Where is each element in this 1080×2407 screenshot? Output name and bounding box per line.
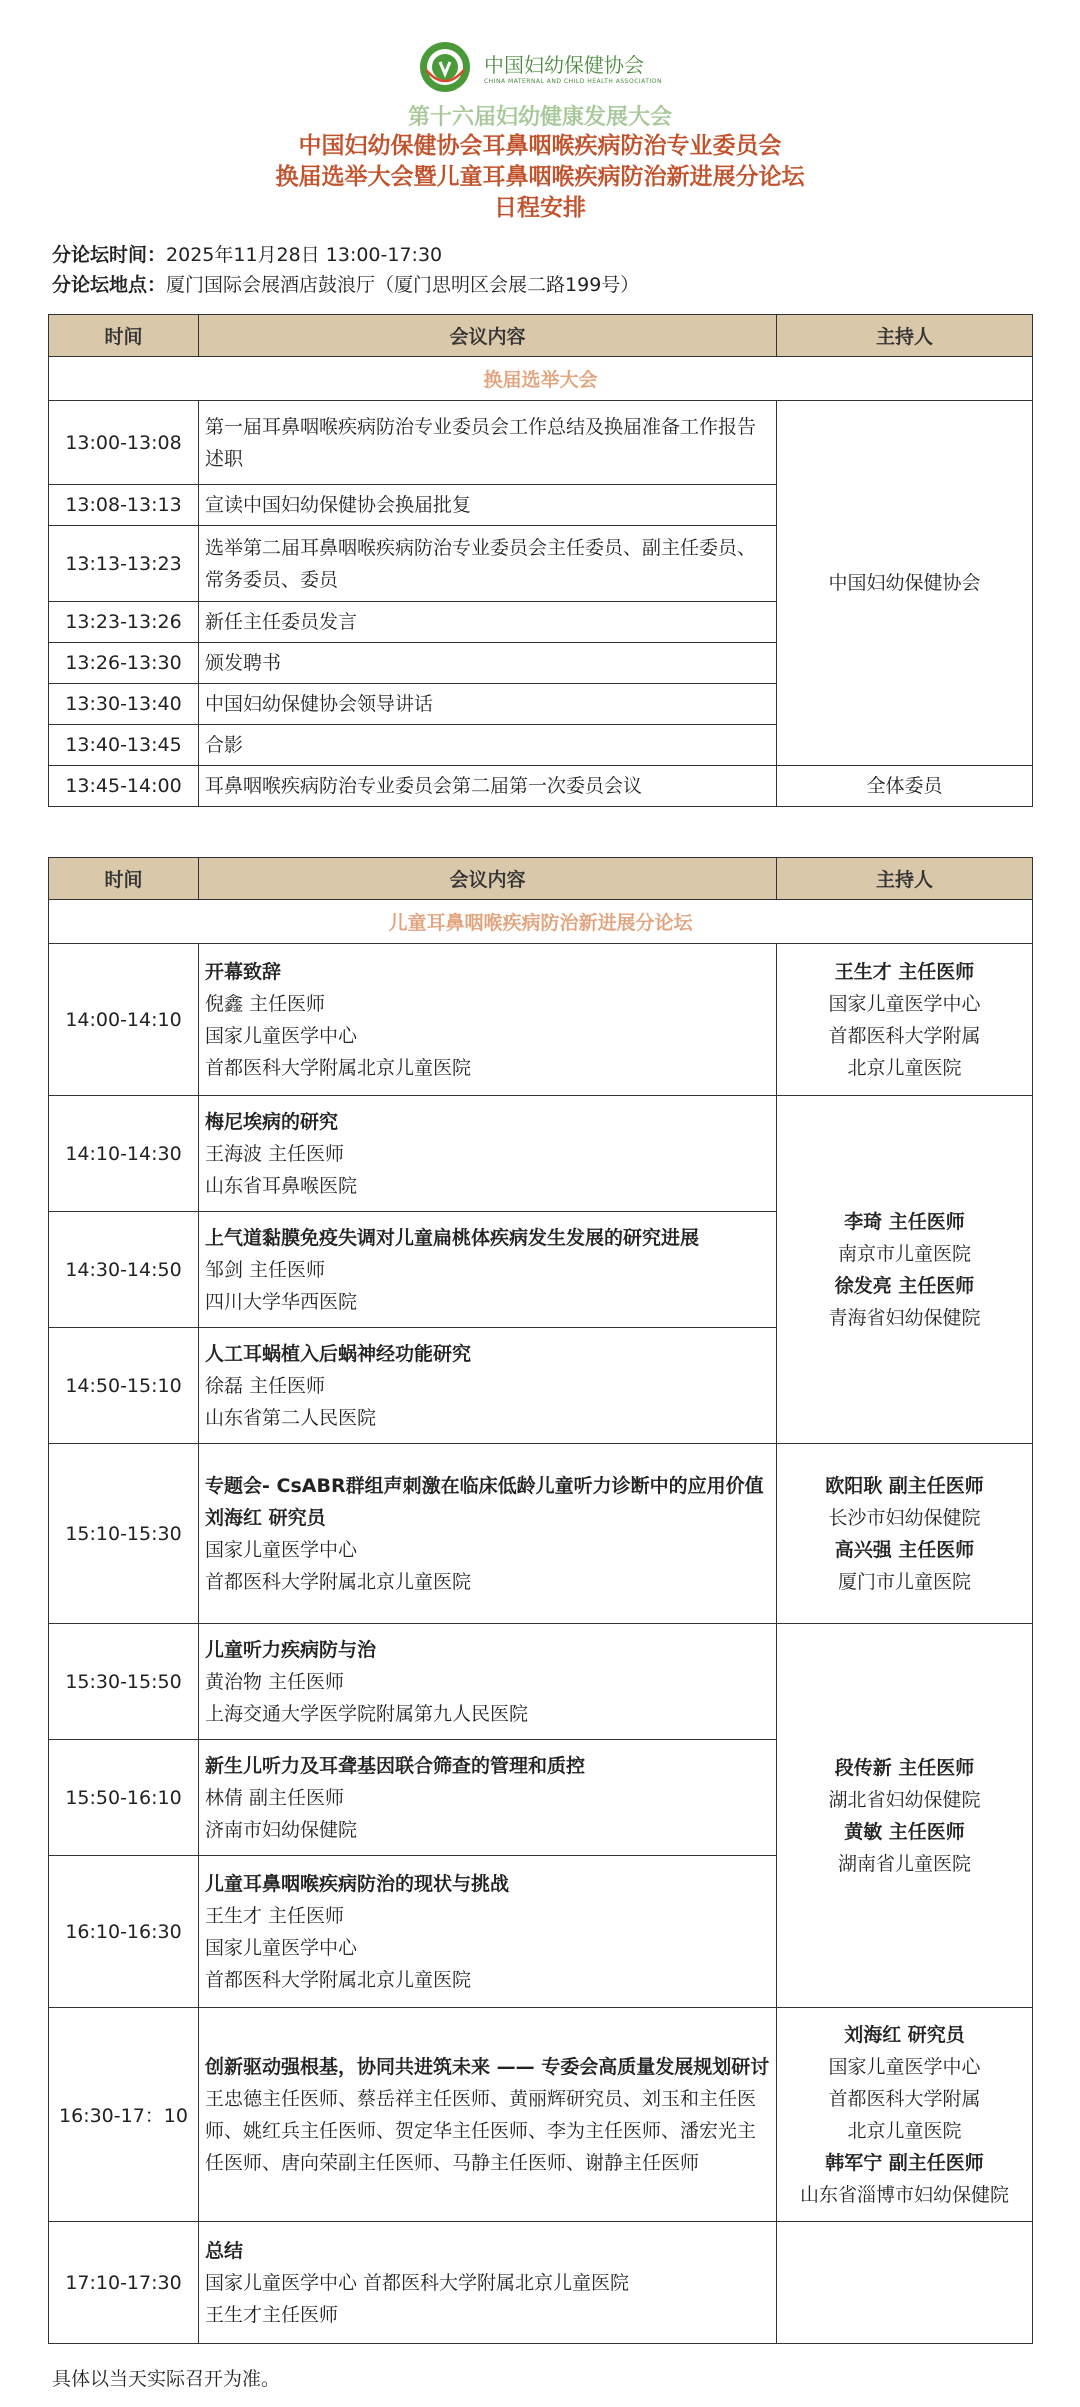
row-time: 13:08-13:13 bbox=[49, 485, 199, 526]
row-content bbox=[199, 2008, 777, 2222]
table-row bbox=[49, 401, 1033, 485]
election-schedule-table bbox=[48, 314, 1033, 807]
table-row bbox=[49, 2008, 1033, 2222]
header bbox=[0, 0, 1080, 224]
row-content bbox=[199, 1328, 777, 1444]
table-row bbox=[49, 1624, 1033, 1740]
association-logo-icon bbox=[418, 40, 472, 94]
host-line: 南京市儿童医院 bbox=[837, 1242, 971, 1265]
session-topic: 儿童听力疾病防与治 bbox=[205, 1638, 377, 1661]
host-line: 黄敏 主任医师 bbox=[844, 1820, 965, 1843]
speaker-line: 王生才 主任医师 bbox=[205, 1904, 345, 1927]
logo-english-name: CHINA MATERNAL AND CHILD HEALTH ASSOCIATION bbox=[484, 78, 662, 85]
speaker-line: 山东省第二人民医院 bbox=[205, 1406, 377, 1429]
speaker-line: 国家儿童医学中心 首都医科大学附属北京儿童医院 bbox=[205, 2271, 630, 2294]
row-host bbox=[777, 1444, 1033, 1624]
row-host: 全体委员 bbox=[777, 766, 1033, 807]
speaker-line: 林倩 副主任医师 bbox=[205, 1786, 345, 1809]
session-topic: 儿童耳鼻咽喉疾病防治的现状与挑战 bbox=[205, 1872, 510, 1895]
host-line: 国家儿童医学中心 bbox=[828, 992, 981, 1015]
host-line: 欧阳耿 副主任医师 bbox=[825, 1474, 984, 1497]
row-host bbox=[777, 2222, 1033, 2344]
table-row bbox=[49, 944, 1033, 1096]
forum-time-value: 2025年11月28日 13:00-17:30 bbox=[166, 244, 443, 266]
row-time: 15:10-15:30 bbox=[49, 1444, 199, 1624]
row-content bbox=[199, 1624, 777, 1740]
session-topic: 总结 bbox=[205, 2239, 244, 2262]
row-content bbox=[199, 2222, 777, 2344]
header-content: 会议内容 bbox=[199, 858, 777, 900]
table-header-row bbox=[49, 858, 1033, 900]
session-topic: 开幕致辞 bbox=[205, 960, 282, 983]
row-content: 宣读中国妇幼保健协会换届批复 bbox=[199, 485, 777, 526]
forum-place-label: 分论坛地点： bbox=[52, 274, 167, 296]
row-time: 13:26-13:30 bbox=[49, 643, 199, 684]
host-line: 北京儿童医院 bbox=[847, 1056, 962, 1079]
session-topic: 创新驱动强根基，协同共进筑未来 —— 专委会高质量发展规划研讨 bbox=[205, 2055, 770, 2078]
row-content bbox=[199, 1856, 777, 2008]
title-line: 换届选举大会暨儿童耳鼻咽喉疾病防治新进展分论坛 bbox=[275, 164, 805, 190]
row-content bbox=[199, 944, 777, 1096]
header-content: 会议内容 bbox=[199, 315, 777, 357]
main-title bbox=[0, 131, 1080, 224]
speaker-line: 国家儿童医学中心 bbox=[205, 1538, 358, 1561]
row-time: 13:13-13:23 bbox=[49, 526, 199, 602]
row-content bbox=[199, 1212, 777, 1328]
row-content bbox=[199, 1096, 777, 1212]
speaker-line: 四川大学华西医院 bbox=[205, 1290, 358, 1313]
row-host bbox=[777, 1624, 1033, 2008]
table-row bbox=[49, 1096, 1033, 1212]
forum-meta bbox=[52, 240, 1080, 300]
row-time: 13:45-14:00 bbox=[49, 766, 199, 807]
header-host: 主持人 bbox=[777, 858, 1033, 900]
table-header-row bbox=[49, 315, 1033, 357]
speaker-line: 邹剑 主任医师 bbox=[205, 1258, 326, 1281]
host-line: 韩军宁 副主任医师 bbox=[825, 2151, 984, 2174]
table-row bbox=[49, 766, 1033, 807]
host-line: 国家儿童医学中心 bbox=[828, 2055, 981, 2078]
speaker-line: 首都医科大学附属北京儿童医院 bbox=[205, 1056, 472, 1079]
row-time: 13:30-13:40 bbox=[49, 684, 199, 725]
row-time: 14:30-14:50 bbox=[49, 1212, 199, 1328]
row-content bbox=[199, 1740, 777, 1856]
row-content bbox=[199, 1444, 777, 1624]
host-line: 湖北省妇幼保健院 bbox=[828, 1788, 981, 1811]
host-line: 王生才 主任医师 bbox=[834, 960, 975, 983]
row-time: 14:00-14:10 bbox=[49, 944, 199, 1096]
logo-chinese-name: 中国妇幼保健协会 bbox=[484, 53, 645, 77]
section-title: 儿童耳鼻咽喉疾病防治新进展分论坛 bbox=[49, 900, 1033, 944]
row-host bbox=[777, 944, 1033, 1096]
logo bbox=[0, 40, 1080, 94]
header-host: 主持人 bbox=[777, 315, 1033, 357]
row-time: 16:30-17：10 bbox=[49, 2008, 199, 2222]
conference-title: 第十六届妇幼健康发展大会 bbox=[407, 105, 672, 130]
row-time: 15:30-15:50 bbox=[49, 1624, 199, 1740]
host-line: 长沙市妇幼保健院 bbox=[828, 1506, 981, 1529]
host-line: 段传新 主任医师 bbox=[834, 1756, 975, 1779]
speaker-line: 首都医科大学附属北京儿童医院 bbox=[205, 1570, 472, 1593]
speaker-line: 济南市妇幼保健院 bbox=[205, 1818, 358, 1841]
speaker-line: 国家儿童医学中心 bbox=[205, 1024, 358, 1047]
title-line: 日程安排 bbox=[494, 195, 586, 221]
forum-place-value: 厦门国际会展酒店鼓浪厅（厦门思明区会展二路199号） bbox=[166, 274, 640, 296]
session-topic: 专题会- CsABR群组声刺激在临床低龄儿童听力诊断中的应用价值 bbox=[205, 1474, 764, 1497]
host-line: 湖南省儿童医院 bbox=[837, 1852, 971, 1875]
host-line: 李琦 主任医师 bbox=[844, 1210, 965, 1233]
row-content: 合影 bbox=[199, 725, 777, 766]
row-time: 13:40-13:45 bbox=[49, 725, 199, 766]
speaker-line: 首都医科大学附属北京儿童医院 bbox=[205, 1968, 472, 1991]
host-line: 徐发亮 主任医师 bbox=[834, 1274, 975, 1297]
header-time: 时间 bbox=[49, 858, 199, 900]
forum-schedule-table bbox=[48, 857, 1033, 2344]
row-time: 14:50-15:10 bbox=[49, 1328, 199, 1444]
row-time: 16:10-16:30 bbox=[49, 1856, 199, 2008]
speaker-line: 山东省耳鼻喉医院 bbox=[205, 1174, 358, 1197]
host-line: 北京儿童医院 bbox=[847, 2119, 962, 2142]
forum-time bbox=[52, 240, 1080, 270]
row-time: 17:10-17:30 bbox=[49, 2222, 199, 2344]
session-topic: 梅尼埃病的研究 bbox=[205, 1110, 339, 1133]
host-line: 青海省妇幼保健院 bbox=[828, 1306, 981, 1329]
row-host: 中国妇幼保健协会 bbox=[777, 401, 1033, 766]
row-content: 颁发聘书 bbox=[199, 643, 777, 684]
section-title: 换届选举大会 bbox=[49, 357, 1033, 401]
session-topic: 新生儿听力及耳聋基因联合筛查的管理和质控 bbox=[205, 1754, 586, 1777]
row-time: 14:10-14:30 bbox=[49, 1096, 199, 1212]
table-row bbox=[49, 2222, 1033, 2344]
speaker-line: 国家儿童医学中心 bbox=[205, 1936, 358, 1959]
host-line: 山东省淄博市妇幼保健院 bbox=[799, 2183, 1009, 2206]
speaker-line: 王海波 主任医师 bbox=[205, 1142, 345, 1165]
host-line: 厦门市儿童医院 bbox=[837, 1570, 971, 1593]
speaker-line: 黄治物 主任医师 bbox=[205, 1670, 345, 1693]
forum-time-label: 分论坛时间： bbox=[52, 244, 167, 266]
host-line: 高兴强 主任医师 bbox=[834, 1538, 975, 1561]
footer-note: 具体以当天实际召开为准。 bbox=[52, 2368, 281, 2390]
host-line: 首都医科大学附属 bbox=[828, 2087, 981, 2110]
host-line: 首都医科大学附属 bbox=[828, 1024, 981, 1047]
speaker-line: 刘海红 研究员 bbox=[205, 1506, 326, 1529]
speaker-line: 徐磊 主任医师 bbox=[205, 1374, 326, 1397]
row-host bbox=[777, 1096, 1033, 1444]
host-line: 刘海红 研究员 bbox=[844, 2023, 965, 2046]
title-line: 中国妇幼保健协会耳鼻咽喉疾病防治专业委员会 bbox=[298, 133, 782, 159]
row-time: 13:23-13:26 bbox=[49, 602, 199, 643]
row-content: 新任主任委员发言 bbox=[199, 602, 777, 643]
row-content: 耳鼻咽喉疾病防治专业委员会第二届第一次委员会议 bbox=[199, 766, 777, 807]
forum-place bbox=[52, 270, 1080, 300]
session-topic: 上气道黏膜免疫失调对儿童扁桃体疾病发生发展的研究进展 bbox=[205, 1226, 700, 1249]
row-time: 13:00-13:08 bbox=[49, 401, 199, 485]
speaker-line: 王忠德主任医师、蔡岳祥主任医师、黄丽辉研究员、刘玉和主任医师、姚红兵主任医师、贺定华主任医师、李为主任医师、潘宏光主任医师、唐向荣副主任医师、马静主任医师、谢静主任医师 bbox=[205, 2087, 757, 2174]
row-content: 第一届耳鼻咽喉疾病防治专业委员会工作总结及换届准备工作报告述职 bbox=[199, 401, 777, 485]
row-content: 选举第二届耳鼻咽喉疾病防治专业委员会主任委员、副主任委员、常务委员、委员 bbox=[199, 526, 777, 602]
table-row bbox=[49, 1444, 1033, 1624]
speaker-line: 王生才主任医师 bbox=[205, 2303, 339, 2326]
row-host bbox=[777, 2008, 1033, 2222]
row-time: 15:50-16:10 bbox=[49, 1740, 199, 1856]
speaker-line: 上海交通大学医学院附属第九人民医院 bbox=[205, 1702, 529, 1725]
speaker-line: 倪鑫 主任医师 bbox=[205, 992, 326, 1015]
header-time: 时间 bbox=[49, 315, 199, 357]
session-topic: 人工耳蜗植入后蜗神经功能研究 bbox=[205, 1342, 472, 1365]
row-content: 中国妇幼保健协会领导讲话 bbox=[199, 684, 777, 725]
